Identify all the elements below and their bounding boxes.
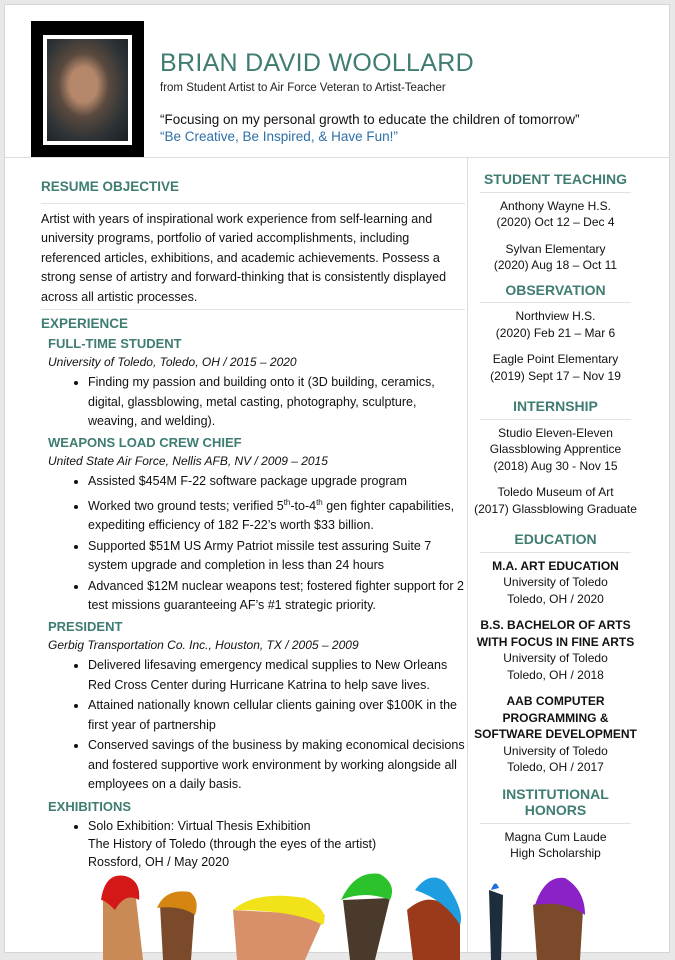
item-line: (2017) Glassblowing Graduate [468, 501, 643, 518]
job-bullet: • Worked two ground tests; verified 5th-to-4th gen fighter capabilities, expediting efficiency of 182 F-22’s worth $33 billion. [88, 493, 465, 536]
education-item [468, 693, 643, 776]
item-line: (2018) Aug 30 - Nov 15 [468, 458, 643, 475]
observation-heading: OBSERVATION [480, 282, 631, 304]
education-item [468, 617, 643, 683]
education-item [468, 558, 643, 608]
student_teaching-item [468, 241, 643, 274]
item-line: Glassblowing Apprentice [468, 441, 643, 458]
brush-red [101, 876, 143, 960]
quote-secondary: “Be Creative, Be Inspired, & Have Fun!” [160, 129, 398, 144]
honor-line: Magna Cum Laude [468, 829, 643, 846]
degree-title: AAB COMPUTER PROGRAMMING & SOFTWARE DEVELOPMENT [468, 693, 643, 743]
item-line: Studio Eleven-Eleven [468, 425, 643, 442]
profile-photo [31, 21, 144, 158]
item-line: Northview H.S. [468, 308, 643, 325]
job-bullet: • Advanced $12M nuclear weapons test; fostered fighter support for 2 test missions guaranteeing AF’s #1 strategic priority. [88, 577, 465, 616]
honor-line: High Scholarship [468, 845, 643, 862]
job-title: FULL-TIME STUDENT [48, 334, 465, 353]
tagline: from Student Artist to Air Force Veteran to Artist-Teacher [160, 82, 446, 94]
item-line: University of Toledo [468, 650, 643, 667]
item-line: (2020) Feb 21 – Mar 6 [468, 325, 643, 342]
internship-item [468, 484, 643, 517]
brush-purple [533, 878, 585, 960]
header-divider [5, 157, 669, 158]
job-organization: United State Air Force, Nellis AFB, NV / 2009 – 2015 [48, 452, 465, 472]
job-bullet: • Supported $51M US Army Patriot missile test assuring Suite 7 system upgrade and completion in less than 24 hours [88, 537, 465, 576]
job-title: PRESIDENT [48, 617, 465, 636]
objective-text: Artist with years of inspirational work experience from self-learning and university programs, portfolio of varied accomplishments, including referenced articles, exhibitions, and academic achievements. Possess a strong sense of artistry and forward-thinking that is consistently displayed across all artistic processes. [41, 210, 465, 311]
objective-heading: RESUME OBJECTIVE [41, 177, 465, 204]
item-line: Toledo, OH / 2017 [468, 759, 643, 776]
quote-primary: “Focusing on my personal growth to educate the children of tomorrow” [160, 112, 579, 127]
exhibitions-heading: EXHIBITIONS [48, 797, 465, 816]
full-name: BRIAN DAVID WOOLLARD [160, 49, 474, 78]
job-organization: Gerbig Transportation Co. Inc., Houston, TX / 2005 – 2009 [48, 636, 465, 656]
job-bullet: • Assisted $454M F-22 software package upgrade program [88, 472, 465, 492]
experience-heading: EXPERIENCE [41, 314, 465, 334]
job-organization: University of Toledo, Toledo, OH / 2015 – 2020 [48, 353, 465, 373]
main-column [41, 177, 465, 872]
job-bullet: • Finding my passion and building onto it (3D building, ceramics, digital, glassblowing, metal casting, photography, sculpture, weaving, and welding). [88, 373, 465, 432]
education-heading: EDUCATION [480, 531, 631, 553]
exhibition-line: The History of Toledo (through the eyes of the artist) [88, 835, 465, 853]
item-line: Anthony Wayne H.S. [468, 198, 643, 215]
resume-page [4, 4, 670, 953]
brush-yellow [233, 896, 325, 960]
brush-navy [489, 883, 503, 960]
paint-brushes-illustration [5, 870, 671, 960]
observation-item [468, 351, 643, 384]
brush-green [341, 874, 392, 960]
item-line: Toledo, OH / 2020 [468, 591, 643, 608]
sidebar [468, 171, 643, 862]
item-line: Sylvan Elementary [468, 241, 643, 258]
brush-blue [407, 878, 461, 960]
job-bullet: • Attained nationally known cellular clients gaining over $100K in the first year of partnership [88, 696, 465, 735]
job-bullet: • Delivered lifesaving emergency medical supplies to New Orleans Red Cross Center during Hurricane Katrina to help save lives. [88, 656, 465, 695]
exhibition-line: • Solo Exhibition: Virtual Thesis Exhibition [88, 817, 465, 835]
item-line: University of Toledo [468, 574, 643, 591]
exhibition-line: Rossford, OH / May 2020 [88, 853, 465, 871]
degree-title: B.S. BACHELOR OF ARTS WITH FOCUS IN FINE ARTS [468, 617, 643, 650]
exhibition-item [88, 817, 465, 871]
observation-item [468, 308, 643, 341]
job-title: WEAPONS LOAD CREW CHIEF [48, 433, 465, 452]
honors-heading: INSTITUTIONAL HONORS [480, 786, 631, 824]
student_teaching-heading: STUDENT TEACHING [480, 171, 631, 193]
item-line: (2020) Oct 12 – Dec 4 [468, 214, 643, 231]
brush-orange [157, 891, 197, 960]
item-line: (2019) Sept 17 – Nov 19 [468, 368, 643, 385]
job-bullet: • Conserved savings of the business by making economical decisions and fostered supportive work environment by working alongside all employees on a daily basis. [88, 736, 465, 795]
item-line: Eagle Point Elementary [468, 351, 643, 368]
student_teaching-item [468, 198, 643, 231]
item-line: Toledo, OH / 2018 [468, 667, 643, 684]
item-line: Toledo Museum of Art [468, 484, 643, 501]
internship-item [468, 425, 643, 475]
item-line: University of Toledo [468, 743, 643, 760]
item-line: (2020) Aug 18 – Oct 11 [468, 257, 643, 274]
internship-heading: INTERNSHIP [480, 398, 631, 420]
degree-title: M.A. ART EDUCATION [468, 558, 643, 575]
